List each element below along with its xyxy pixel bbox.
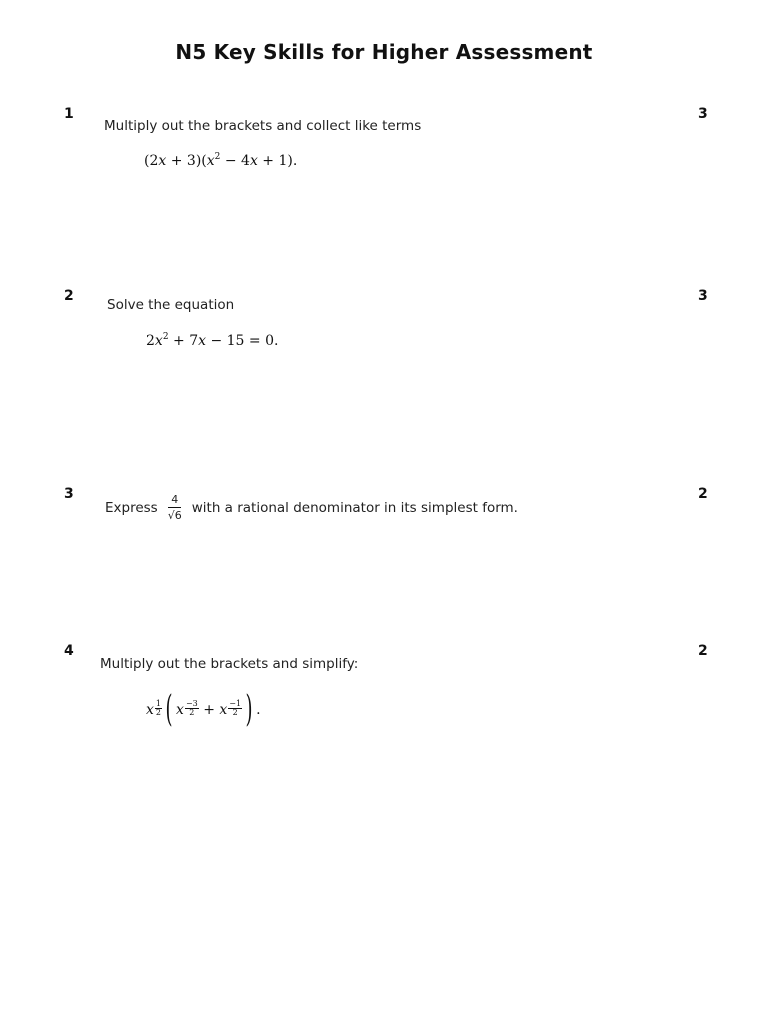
question-prompt: Multiply out the brackets and simplify: xyxy=(100,656,359,672)
prompt-before: Express xyxy=(105,499,158,516)
question-prompt: Solve the equation xyxy=(107,297,235,313)
question-number: 2 xyxy=(64,288,74,304)
question-marks: 3 xyxy=(698,288,708,304)
question-number: 4 xyxy=(64,643,74,659)
fraction xyxy=(168,494,182,521)
question-prompt: Multiply out the brackets and collect like terms xyxy=(104,118,422,134)
fraction-denominator: √6 xyxy=(167,509,182,522)
question-number: 1 xyxy=(64,106,74,122)
prompt-after: with a rational denominator in its simplest form. xyxy=(191,499,518,516)
question-prompt-row xyxy=(105,494,518,521)
fraction-numerator: 4 xyxy=(168,494,181,508)
question-expression: $(2x + 3)(x^2 - 4x + 1)$. xyxy=(144,152,298,169)
question-expression: x $\frac{1}{2}$ ( x $\frac{-3}{2}$ + x $\frac{-1}{2}$ ) . xyxy=(146,689,261,730)
question-number: 3 xyxy=(64,486,74,502)
question-marks: 2 xyxy=(698,486,708,502)
question-expression: $2x^2 + 7x - 15 = 0$. xyxy=(146,332,279,349)
question-marks: 2 xyxy=(698,643,708,659)
question-marks: 3 xyxy=(698,106,708,122)
page-title: N5 Key Skills for Higher Assessment xyxy=(175,40,593,64)
